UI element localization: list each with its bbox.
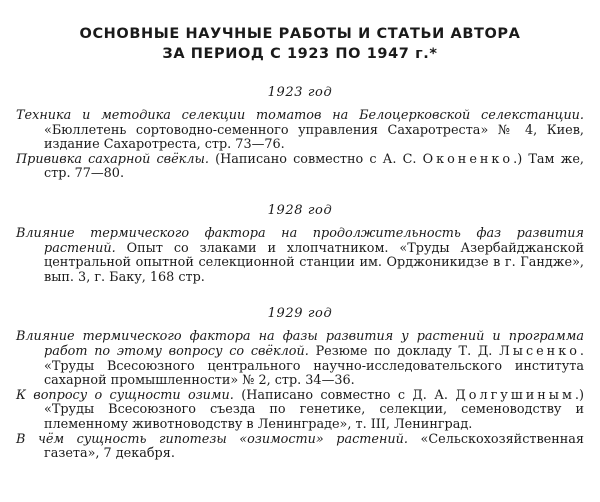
year-heading-1928: 1928 год (267, 202, 333, 218)
entry-text: .) «Труды Всесоюзного съезда по генетике, селекции, семеноводству и племенному животноводству в Ленинграде», т. III, Ленинград. (44, 387, 584, 432)
page-title (16, 24, 584, 64)
entry-text: . «Труды Всесоюзного центрального научно-исследовательского института сахарной промышленности» № 2, стр. 34—36. (44, 343, 584, 389)
bibliography-entry (16, 389, 584, 433)
bibliography-entry (16, 433, 584, 462)
entry-text: «Сельскохозяйственная газета», 7 декабря. (44, 431, 584, 462)
entry-text: (Написано совместно с А. С. (215, 151, 417, 167)
title-line-1: ОСНОВНЫЕ НАУЧНЫЕ РАБОТЫ И СТАТЬИ АВТОРА (79, 26, 521, 42)
entry-text: «Бюллетень сортоводно-семенного управления Сахаротреста» № 4, Киев, издание Сахаротреста, стр. 73—76. (44, 122, 584, 153)
year-heading-1929: 1929 год (267, 306, 333, 322)
entry-text: Опыт со злаками и хлопчатником. «Труды Азербайджанской центральной опытной селекционной станции им. Орджоникидзе в г. Гандже», вып. 3, г. Баку, 168 стр. (44, 240, 584, 285)
title-line-2: ЗА ПЕРИОД С 1923 ПО 1947 г.* (162, 46, 438, 62)
entry-text: (Написано совместно с Д. А. (241, 387, 448, 403)
coauthor-name: Долгушиным (455, 387, 575, 403)
coauthor-name: Лысенко (499, 343, 580, 359)
entry-title: Техника и методика селекции томатов на Белоцерковской селекстанции. (16, 108, 584, 123)
entry-text: Резюме по докладу Т. Д. (315, 343, 493, 359)
year-heading-1923: 1923 год (267, 85, 333, 100)
coauthor-name: Оконенко (422, 151, 514, 167)
entry-title: Прививка сахарной свёклы. (16, 151, 209, 167)
entry-title: Влияние термического фактора на фазы развития у растений и программа работ по этому вопросу со свёклой. (16, 329, 584, 359)
entry-text: .) Там же, стр. 77—80. (44, 151, 584, 182)
bibliography-entry (16, 153, 584, 182)
entry-title: К вопросу о сущности озими. (16, 387, 234, 403)
entry-title: В чём сущность гипотезы «озимости» растений. (16, 431, 408, 447)
bibliography-entry (16, 109, 584, 153)
bibliography-entry (16, 227, 584, 285)
bibliography-entry (16, 330, 584, 388)
entry-title: Влияние термического фактора на продолжительность фаз развития растений. (16, 225, 584, 256)
